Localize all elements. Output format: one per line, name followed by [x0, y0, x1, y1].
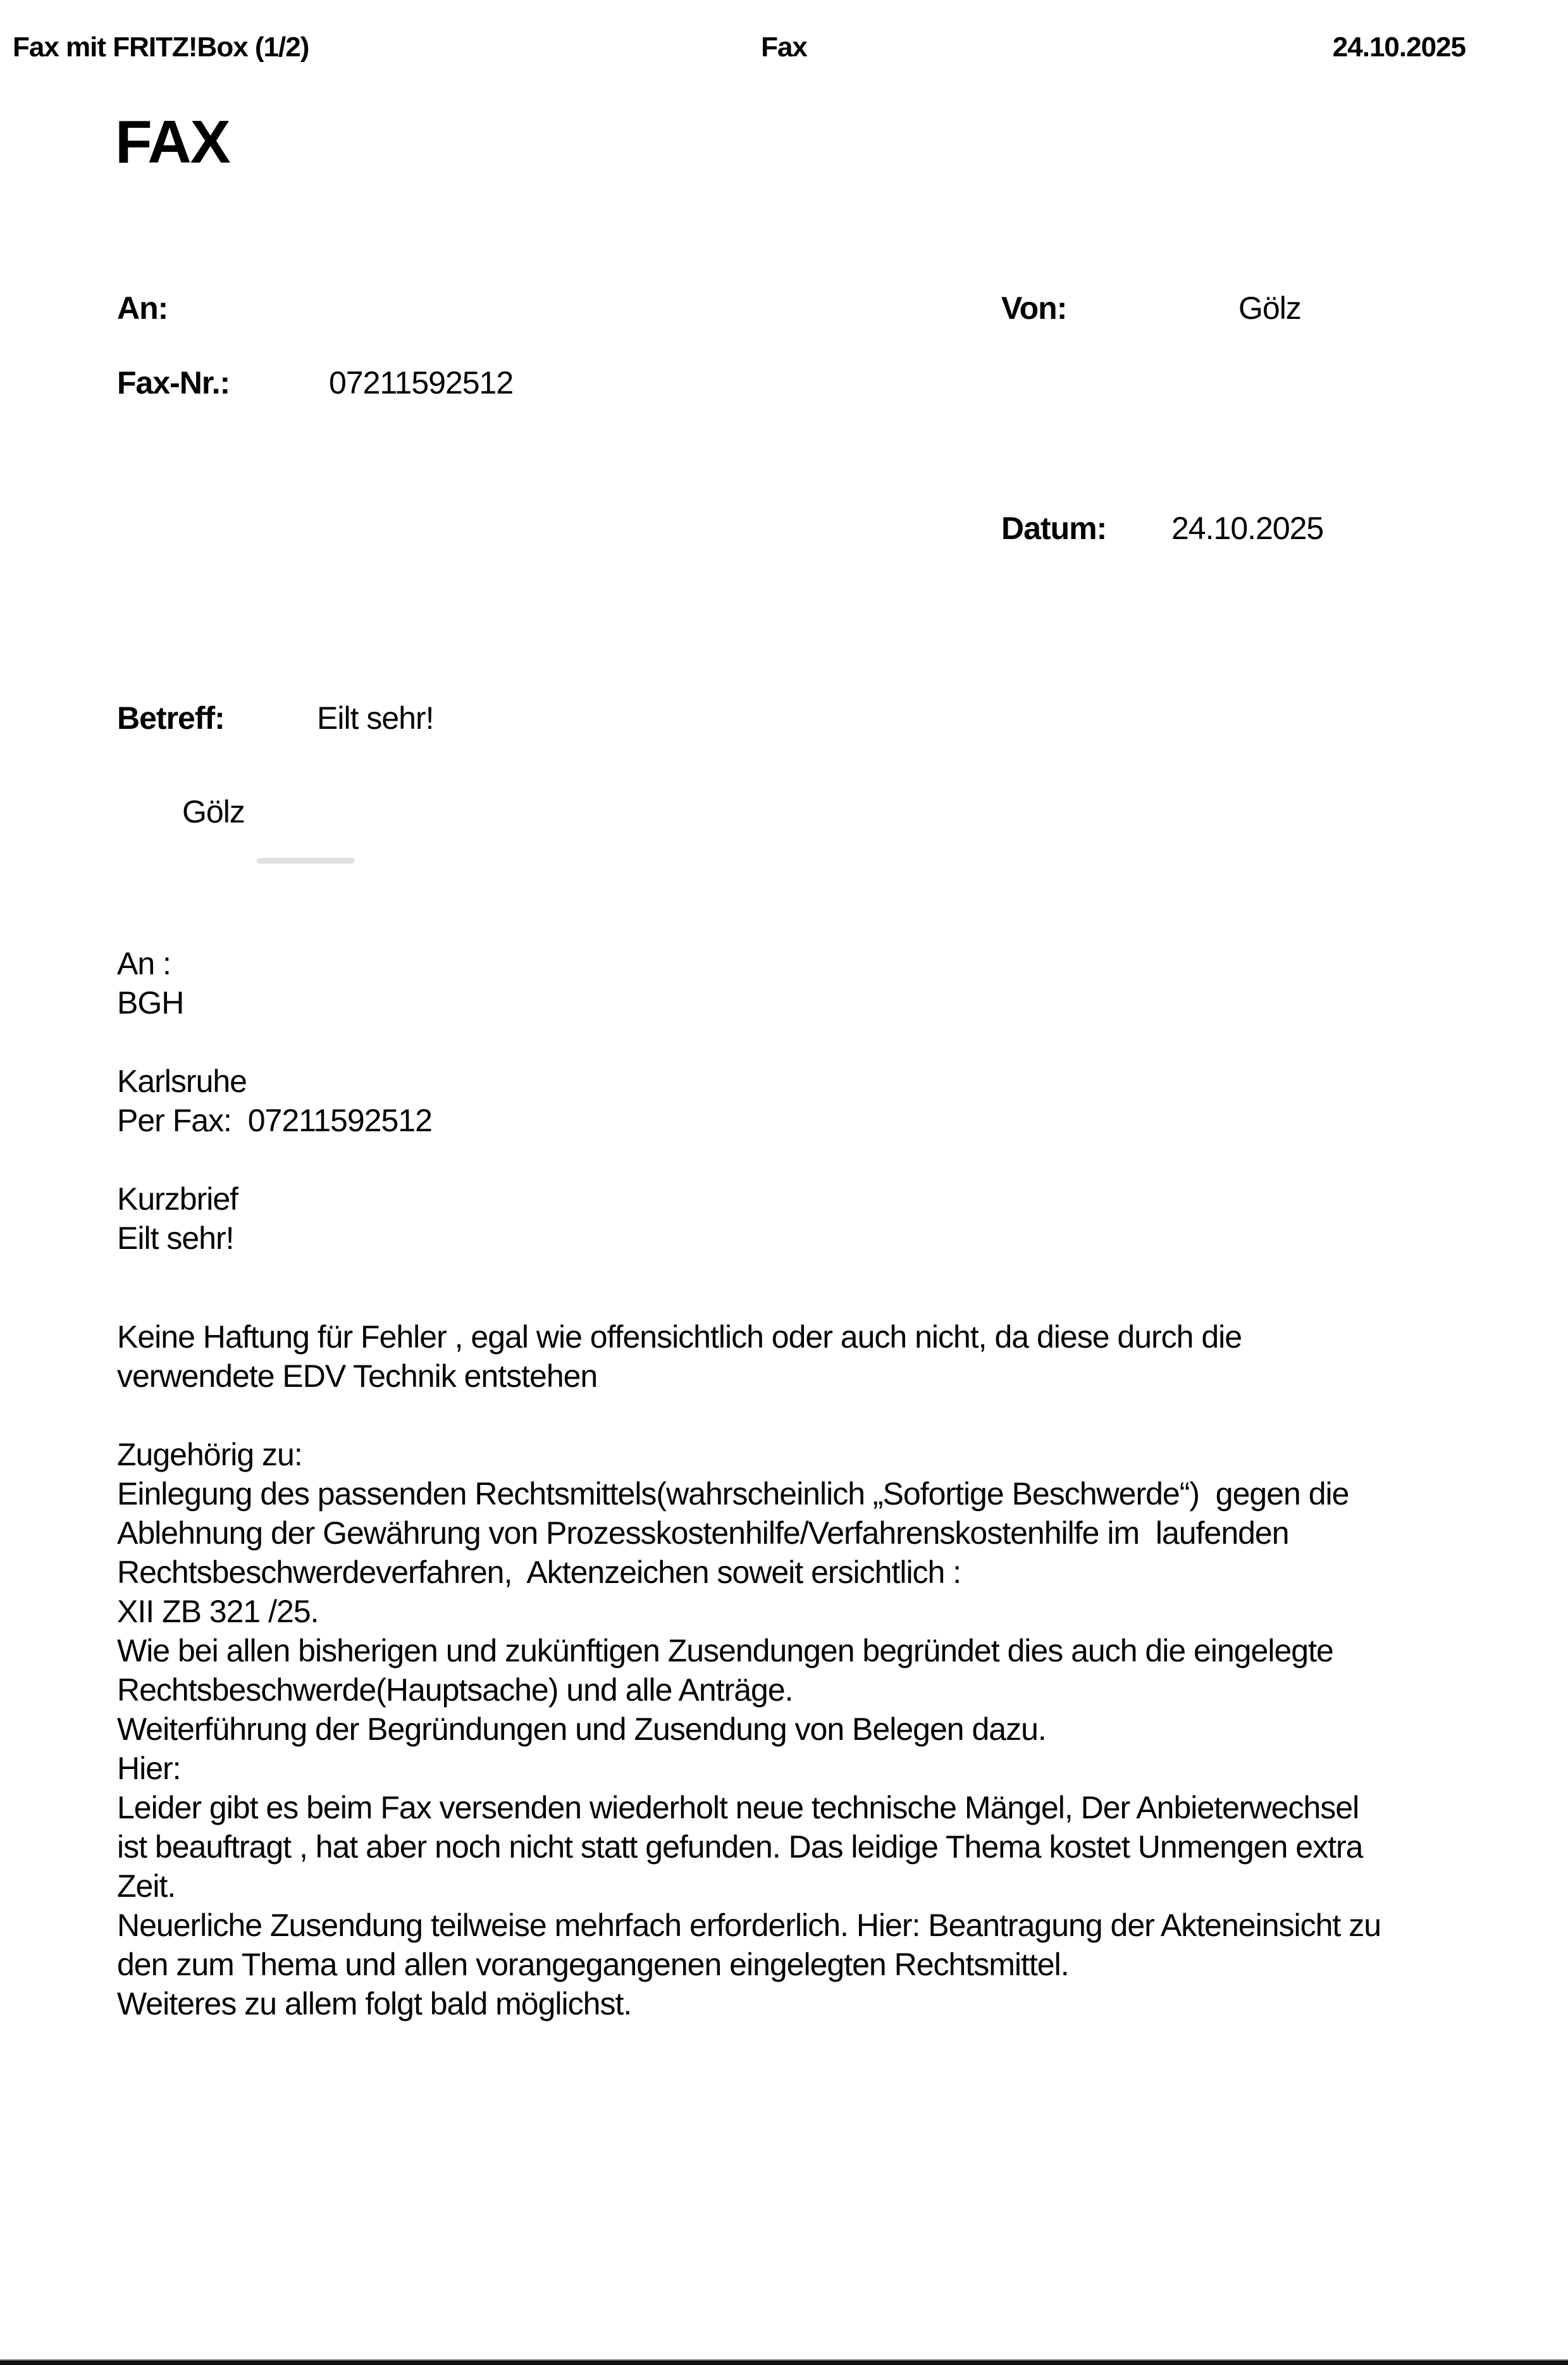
body-line — [117, 1396, 1521, 1435]
body-line: ist beauftragt , hat aber noch nicht statt gefunden. Das leidige Thema kostet Unmengen extra — [117, 1829, 1363, 1865]
body-line: Neuerliche Zusendung teilweise mehrfach erforderlich. Hier: Beantragung der Akteneinsicht zu — [117, 1908, 1381, 1943]
betreff-label: Betreff: — [117, 700, 225, 736]
body-line: Leider gibt es beim Fax versenden wiederholt neue technische Mängel, Der Anbieterwechsel — [117, 1790, 1359, 1825]
recipient-line: Eilt sehr! — [117, 1220, 234, 1256]
body-line: Keine Haftung für Fehler , egal wie offensichtlich oder auch nicht, da diese durch die — [117, 1319, 1242, 1355]
header-app-title: Fax mit FRITZ!Box (1/2) — [13, 32, 309, 63]
body-line: verwendete EDV Technik entstehen — [117, 1358, 598, 1394]
body-line: Hier: — [117, 1751, 181, 1786]
datum-value: 24.10.2025 — [1171, 511, 1324, 546]
body-line: Rechtsbeschwerde(Hauptsache) und alle Anträge. — [117, 1672, 793, 1708]
scan-edge-bar — [0, 2359, 1568, 2365]
sender-name: Gölz — [182, 794, 245, 829]
header-doc-type: Fax — [761, 32, 807, 63]
fax-title: FAX — [115, 108, 230, 176]
recipient-line: Kurzbrief — [117, 1181, 238, 1217]
body-line: Ablehnung der Gewährung von Prozesskostenhilfe/Verfahrenskostenhilfe im laufenden — [117, 1515, 1289, 1551]
body-line: XII ZB 321 /25. — [117, 1594, 319, 1629]
scan-artifact-smudge — [257, 858, 355, 864]
datum-label: Datum: — [1001, 511, 1107, 546]
recipient-line: An : — [117, 946, 171, 981]
von-value: Gölz — [1238, 290, 1301, 326]
body-line: Weiterführung der Begründungen und Zusendung von Belegen dazu. — [117, 1711, 1046, 1747]
fax-nr-label: Fax-Nr.: — [117, 365, 230, 400]
letter-body — [117, 1317, 1521, 2023]
an-label: An: — [117, 290, 168, 326]
body-line: Zugehörig zu: — [117, 1437, 302, 1472]
header-date: 24.10.2025 — [1332, 32, 1466, 63]
betreff-value: Eilt sehr! — [317, 700, 434, 736]
body-line: Wie bei allen bisherigen und zukünftigen Zusendungen begründet dies auch die eingelegte — [117, 1633, 1333, 1668]
recipient-line: Karlsruhe — [117, 1064, 247, 1099]
recipient-line — [117, 1022, 1003, 1062]
body-line: Einlegung des passenden Rechtsmittels(wahrscheinlich „Sofortige Beschwerde“) gegen die — [117, 1476, 1349, 1511]
recipient-address-block — [117, 944, 1003, 1258]
recipient-line — [117, 1140, 1003, 1179]
recipient-line: Per Fax: 07211592512 — [117, 1103, 432, 1138]
fax-nr-value: 07211592512 — [329, 365, 514, 400]
body-line: den zum Thema und allen vorangegangenen eingelegten Rechtsmittel. — [117, 1947, 1069, 1982]
von-label: Von: — [1001, 290, 1067, 326]
body-line: Zeit. — [117, 1868, 176, 1904]
body-line: Rechtsbeschwerdeverfahren, Aktenzeichen soweit ersichtlich : — [117, 1555, 961, 1590]
recipient-line: BGH — [117, 985, 184, 1021]
body-line: Weiteres zu allem folgt bald möglichst. — [117, 1986, 632, 2021]
